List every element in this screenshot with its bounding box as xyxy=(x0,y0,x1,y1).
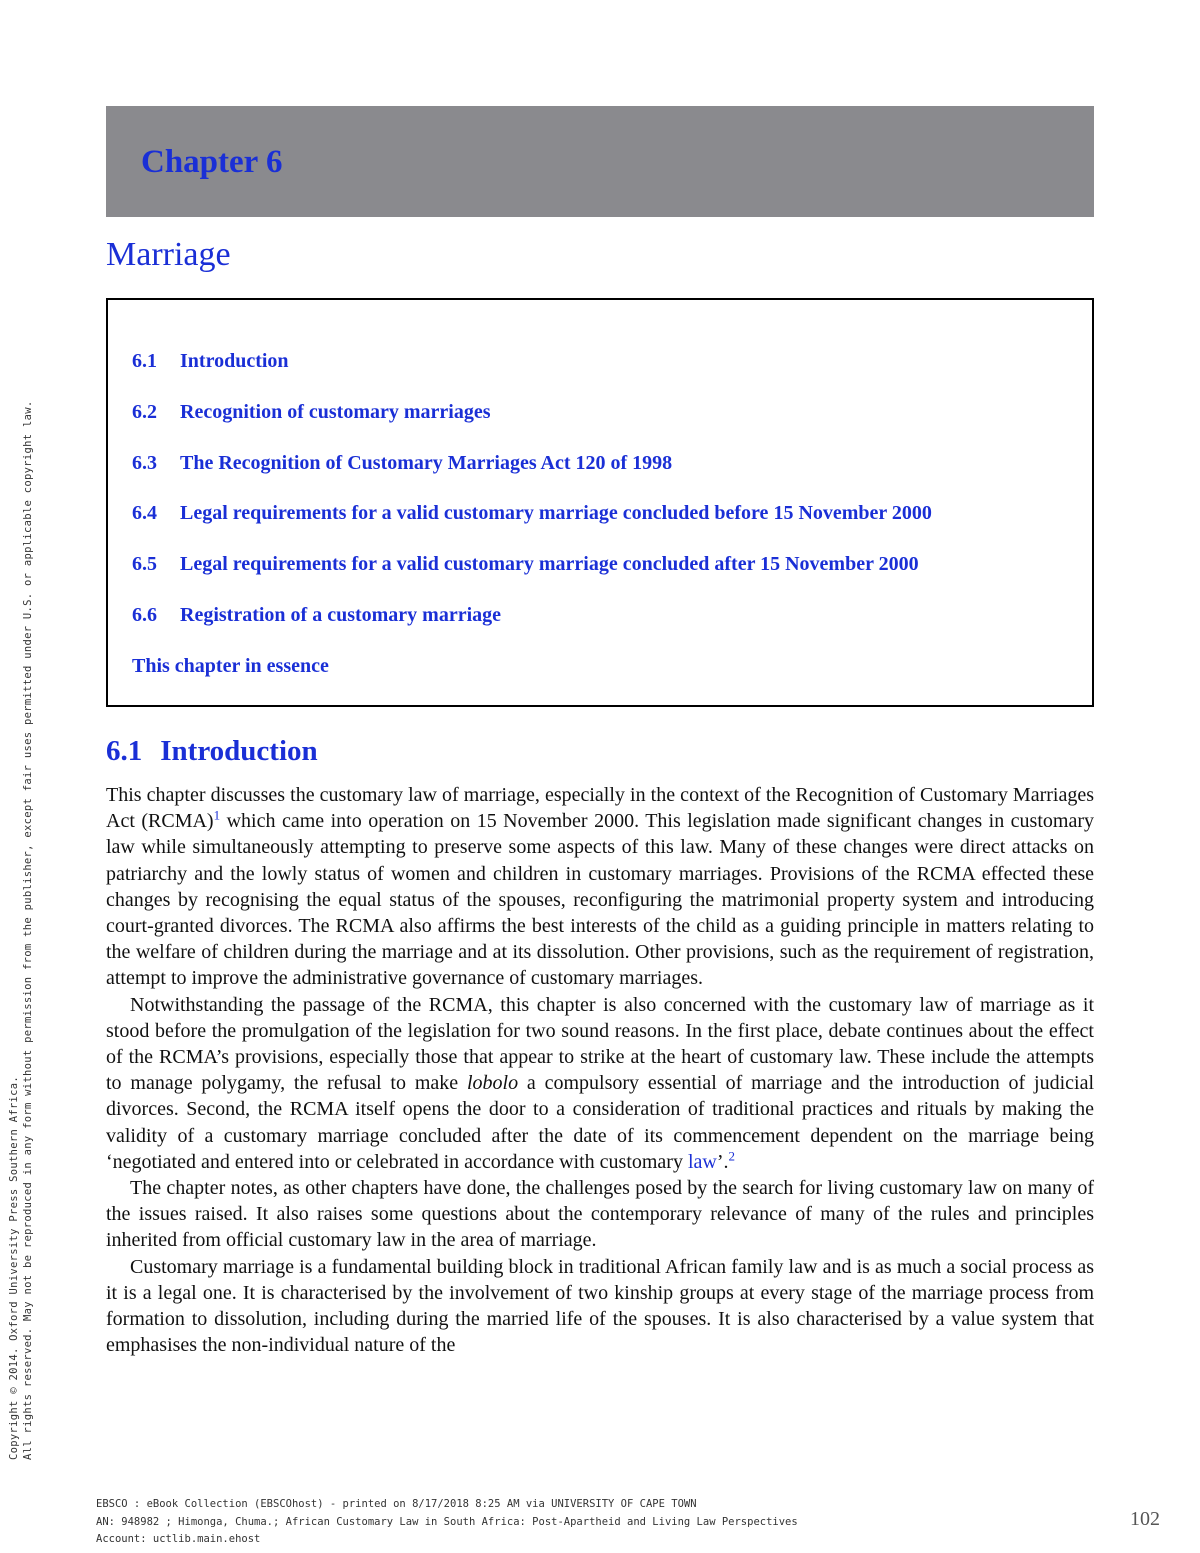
page-number: 102 xyxy=(1130,1508,1160,1530)
toc-item-6-2[interactable] xyxy=(132,401,491,424)
text-run: ’. xyxy=(716,1150,729,1173)
paragraph: The chapter notes, as other chapters have done, the challenges posed by the search for living customary law on many of the issues raised. It also raises some questions about the contemporary relevance of many of the rules and principles inherited from official customary law in the area of marriage. xyxy=(106,1177,1094,1252)
toc-item-number: 6.6 xyxy=(132,604,157,626)
text-run: This chapter discusses the customary law of marriage, especially in the context of the Recognition of Customary Marriages Act (RCMA) xyxy=(106,784,1094,833)
toc-item-6-4[interactable] xyxy=(132,502,932,525)
toc-item-6-6[interactable] xyxy=(132,604,501,627)
text-run: a compulsory essential of marriage and the introduction of judicial divorces. Second, the RCMA itself opens the door to a consideration of traditional practices and rituals by making the validity of a customary marriage concluded after the date of its commencement dependent on the marriage being ‘negotiated and entered into or celebrated in accordance with customary xyxy=(106,1072,1095,1173)
chapter-banner xyxy=(106,106,1094,217)
section-title: Introduction xyxy=(160,735,318,767)
toc-item-number: 6.2 xyxy=(132,401,157,423)
paragraph xyxy=(106,992,1094,1175)
footer-line: EBSCO : eBook Collection (EBSCOhost) - printed on 8/17/2018 8:25 AM via UNIVERSITY OF CAPE TOWN xyxy=(96,1498,697,1510)
text-run: Notwithstanding the passage of the RCMA, this chapter is also concerned with the customary law of marriage as it stood before the promulgation of the legislation for two sound reasons. In the first place, debate continues about the effect of the RCMA’s provisions, especially those that appear to strike at the heart of customary law. These include the attempts to manage polygamy, the refusal to make xyxy=(106,993,1094,1095)
copyright-line: All rights reserved. May not be reproduced in any form without permission from the publisher, except fair uses permitted under U.S. or applicable copyright law. xyxy=(21,400,34,1460)
toc-item-label: The Recognition of Customary Marriages Act 120 of 1998 xyxy=(180,452,673,474)
paragraph: Customary marriage is a fundamental building block in traditional African family law and is as much a social process as it is a legal one. It is characterised by the involvement of two kinship groups at every stage of the marriage process from formation to dissolution, including during the married life of the spouses. It is also characterised by a value system that emphasises the non-individual nature of the xyxy=(106,1255,1094,1357)
text-run: which came into operation on 15 November 2000. This legislation made significant changes in customary law while simultaneously attempting to preserve some aspects of this law. Many of these changes were direct attacks on patriarchy and the lowly status of women and children in customary marriages. Provisions of the RCMA effected these changes by recognising the equal status of the spouses, reconfiguring the matrimonial property system and introducing court-granted divorces. The RCMA also affirms the best interests of the child as a guiding principle in matters relating to the welfare of children during the marriage and at its dissolution. Other provisions, such as the requirement of registration, attempt to improve the administrative governance of customary marriages. xyxy=(106,810,1094,990)
toc-item-label: Registration of a customary marriage xyxy=(180,604,502,626)
body-text xyxy=(106,782,1094,1358)
toc-item-label: Legal requirements for a valid customary marriage concluded before 15 November 2000 xyxy=(180,502,932,524)
section-number: 6.1 xyxy=(106,735,143,767)
copyright-notice xyxy=(8,401,35,1460)
table-of-contents xyxy=(106,298,1094,707)
toc-item-6-1[interactable] xyxy=(132,350,289,373)
footnote-ref-1[interactable]: 1 xyxy=(213,807,221,823)
section-heading xyxy=(106,735,318,768)
toc-item-number: 6.4 xyxy=(132,502,157,524)
copyright-line: Copyright © 2014. Oxford University Press Southern Africa. xyxy=(8,1075,20,1460)
chapter-title: Marriage xyxy=(106,236,231,273)
toc-item-number: 6.5 xyxy=(132,553,157,575)
footer-line: AN: 948982 ; Himonga, Chuma.; African Customary Law in South Africa: Post-Apartheid and Living Law Perspectives xyxy=(96,1515,798,1528)
toc-item-label: This chapter in essence xyxy=(132,655,329,677)
toc-item-label: Recognition of customary marriages xyxy=(180,401,491,423)
paragraph xyxy=(106,782,1094,992)
toc-item-6-5[interactable] xyxy=(132,553,919,576)
toc-item-label: Introduction xyxy=(180,350,289,372)
chapter-label: Chapter 6 xyxy=(141,144,283,180)
footer-line: Account: uctlib.main.ehost xyxy=(96,1533,261,1545)
toc-item-number: 6.3 xyxy=(132,452,157,474)
toc-item-essence[interactable] xyxy=(132,655,329,678)
toc-item-label: Legal requirements for a valid customary marriage concluded after 15 November 2000 xyxy=(180,553,919,575)
footnote-ref-2[interactable]: 2 xyxy=(728,1148,736,1164)
emphasis-term: lobolo xyxy=(466,1072,519,1095)
toc-item-number: 6.1 xyxy=(132,350,157,372)
toc-item-6-3[interactable] xyxy=(132,452,672,475)
inline-link[interactable]: law xyxy=(687,1150,717,1173)
page-footer xyxy=(96,1496,798,1549)
